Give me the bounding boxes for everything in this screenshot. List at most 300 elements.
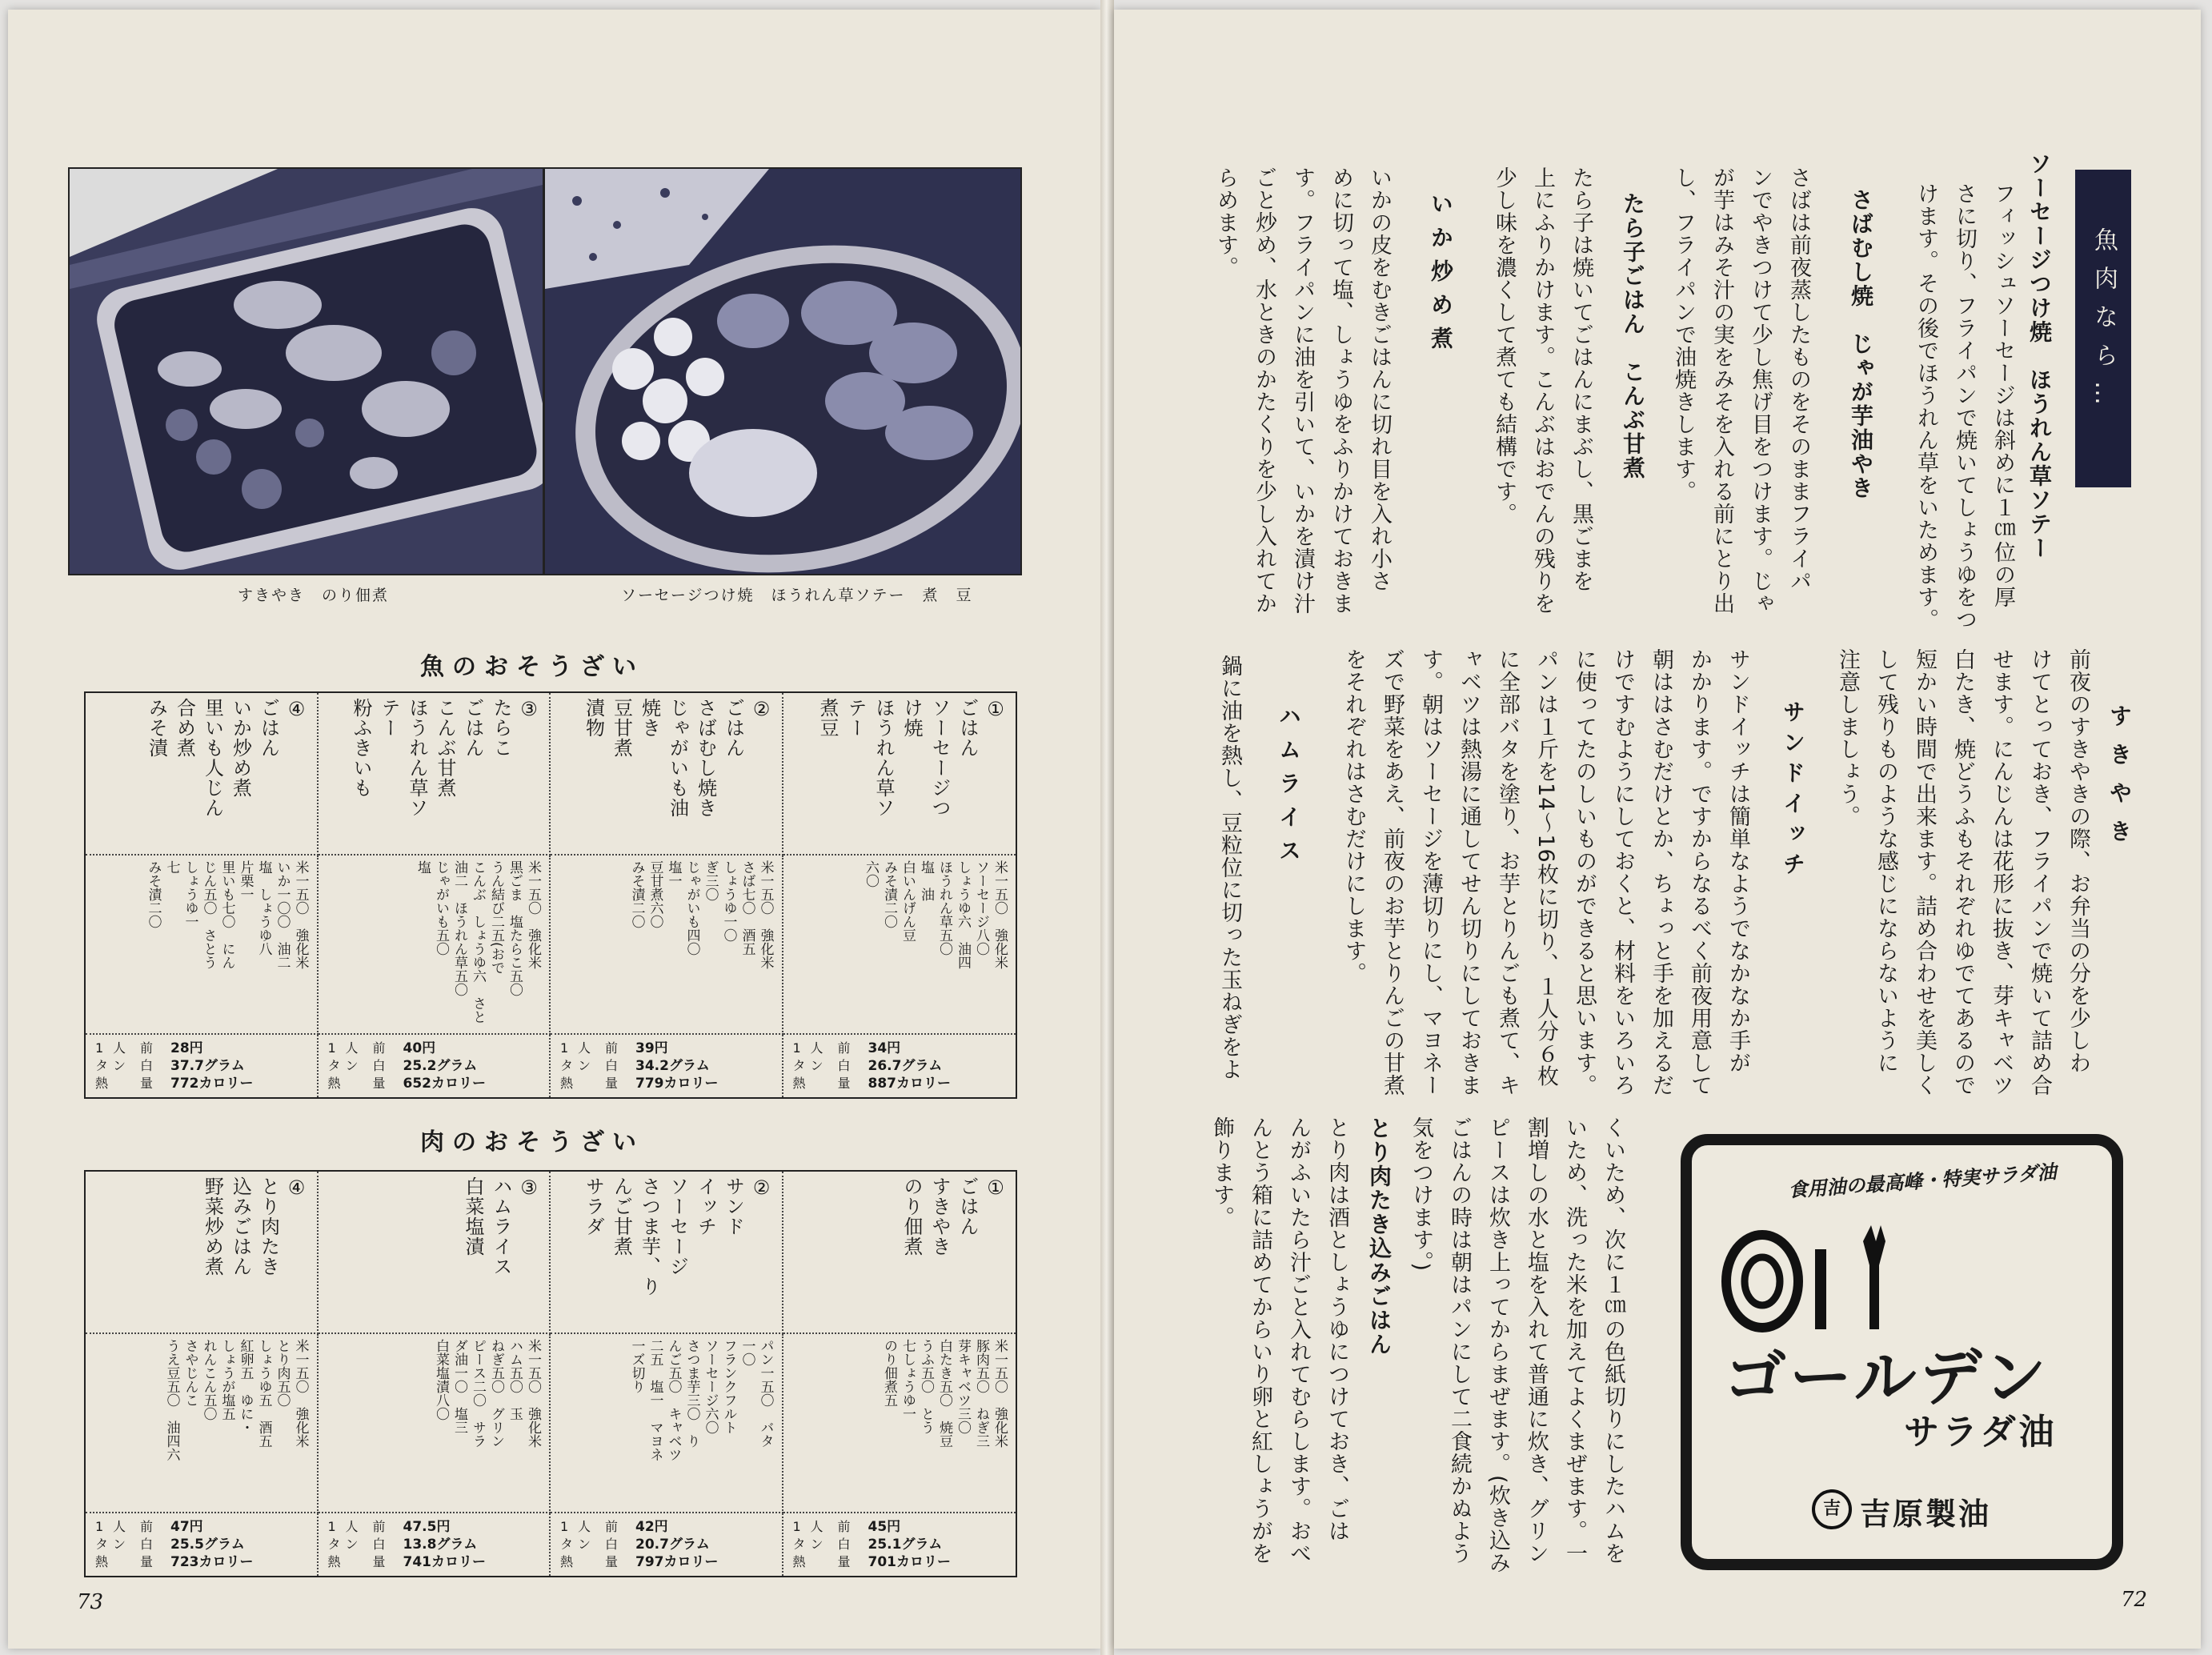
nutrition-label: 白 bbox=[605, 1537, 619, 1552]
ingredient-line: 黒ごま 塩たらこ五〇 bbox=[507, 860, 523, 996]
ingredient-line: じゃがいも五〇 bbox=[433, 860, 449, 956]
menu-dish: ほうれん草ソ bbox=[406, 698, 428, 818]
nutrition-label: 人 bbox=[113, 1040, 126, 1056]
menu-dish: いか炒め煮 bbox=[229, 698, 252, 798]
menu-number: ② bbox=[750, 1176, 773, 1200]
ingredients-cell bbox=[783, 856, 1016, 1035]
salad-oil-advertisement bbox=[1681, 1134, 2123, 1570]
nutrition-label: ン bbox=[345, 1537, 359, 1552]
nutrition-label: 熱 bbox=[327, 1076, 341, 1091]
nutrition-label bbox=[811, 1075, 833, 1092]
ingredient-line: 油二 ほうれん草五〇 bbox=[451, 860, 467, 996]
nutrition-label: 1 bbox=[560, 1040, 569, 1056]
menu-dish: 合め煮 bbox=[173, 698, 196, 758]
nutrition-label: 前 bbox=[605, 1040, 619, 1056]
nutrition-label: タ bbox=[95, 1537, 109, 1552]
body-line: さばは前夜蒸したものをそのままフライパ bbox=[1786, 166, 1811, 592]
nutrition-label: 熱 bbox=[560, 1076, 574, 1091]
body-line: 気をつけます。) bbox=[1409, 1116, 1433, 1272]
menu-dish: ソーセージつ bbox=[928, 698, 951, 818]
body-line: して残りものような感じにならないように bbox=[1873, 648, 1898, 1074]
body-tarako bbox=[1487, 166, 1598, 615]
body-line: 鍋に油を熱し、豆粒位に切った玉ねぎをよ bbox=[1217, 655, 1242, 1080]
nutrition-cell bbox=[783, 1035, 1016, 1097]
menu-number: ① bbox=[984, 698, 1007, 721]
body-line: 朝ははさむだけとか、ちょっと手を加えるだ bbox=[1649, 648, 1673, 1096]
nutrition-label: 前 bbox=[372, 1519, 386, 1534]
nutrition-label: 熱 bbox=[792, 1554, 806, 1569]
ingredient-line: うえ豆五〇 油四六 bbox=[163, 1339, 180, 1461]
nutrition-label: 量 bbox=[140, 1076, 154, 1091]
nutrition-label: 量 bbox=[837, 1076, 851, 1091]
nutrition-label: 白 bbox=[140, 1058, 154, 1073]
nutrition-label: 白 bbox=[372, 1058, 386, 1073]
ad-maker: 吉原製油 bbox=[1860, 1497, 1992, 1532]
nutrition-label bbox=[346, 1553, 368, 1571]
ingredient-line: ピース二〇 サラ bbox=[470, 1339, 486, 1448]
ingredient-line: 七 bbox=[163, 860, 180, 874]
menu-dish: イッチ bbox=[694, 1176, 717, 1236]
ingredient-line: 米一五〇 強化米 bbox=[992, 1339, 1008, 1448]
nutrition-label: ン bbox=[810, 1058, 823, 1073]
ingredient-line: 二五 塩一 マヨネ bbox=[647, 1339, 663, 1461]
nutrition-label: 1 bbox=[327, 1040, 336, 1056]
ingredient-line: しょうゆ一 bbox=[182, 860, 198, 928]
menu-cell bbox=[783, 1172, 1016, 1334]
nutrition-label: 熱 bbox=[327, 1554, 341, 1569]
ingredient-line: れんこん五〇 bbox=[200, 1339, 217, 1421]
menu-dish: こんぶ甘煮 bbox=[434, 698, 456, 798]
body-line: ャベツは熱湯に通してせん切りにしておきま bbox=[1457, 648, 1481, 1096]
ingredient-line: さやじんこ bbox=[182, 1339, 198, 1407]
heading-ika: いか炒め煮 bbox=[1428, 192, 1454, 360]
nutrition-label bbox=[113, 1553, 135, 1571]
menu-dish: テー bbox=[844, 698, 867, 738]
menu-dish: 粉ふきいも bbox=[350, 698, 372, 798]
body-line: さに切り、フライパンで焼いてしょうゆをつ bbox=[1952, 182, 1977, 631]
body-line: に全部バタを塗り、お芋とりんごも煮て、キ bbox=[1495, 648, 1520, 1096]
nutrition-label: 白 bbox=[605, 1058, 619, 1073]
nutrition-label: 1 bbox=[327, 1519, 336, 1534]
side-label-text: 魚肉なら… bbox=[2090, 227, 2118, 419]
nutrition-value: 887カロリー bbox=[868, 1076, 951, 1092]
menu-dish: ごはん bbox=[956, 1176, 979, 1236]
nutrition-value: 47円 bbox=[170, 1519, 203, 1535]
ingredients-cell bbox=[551, 856, 783, 1035]
nutrition-label: 量 bbox=[837, 1554, 851, 1569]
body-ika bbox=[1208, 166, 1397, 615]
body-line: 割増しの水と塩を入れて普通に炊き、グリン bbox=[1524, 1116, 1549, 1565]
menu-dish: さつま芋、り bbox=[638, 1176, 661, 1296]
ingredient-line: 塩 油 bbox=[918, 860, 934, 901]
nutrition-label: 前 bbox=[140, 1519, 154, 1534]
nutrition-label: 前 bbox=[837, 1040, 851, 1056]
ingredient-line: しょうゆ六 油四 bbox=[955, 860, 971, 969]
body-line: フィッシュソーセージは斜めに１㎝位の厚 bbox=[1990, 182, 2015, 608]
photo-caption-right: ソーセージつけ焼 ほうれん草ソテー 煮 豆 bbox=[621, 587, 973, 604]
ad-product: サラダ油 bbox=[1904, 1412, 2058, 1453]
ingredient-line: パン一五〇 バタ bbox=[757, 1339, 774, 1448]
nutrition-label: 量 bbox=[372, 1554, 386, 1569]
ingredient-line: ぎ三〇 bbox=[702, 860, 719, 901]
heading-sukiyaki: すきやき bbox=[2106, 704, 2133, 858]
menu-dish: じゃがいも油 bbox=[666, 698, 689, 818]
ingredient-line: しょうが塩五 bbox=[218, 1339, 235, 1421]
nutrition-value: 797カロリー bbox=[635, 1554, 719, 1570]
menu-cell bbox=[86, 1172, 319, 1334]
nutrition-value: 34.2グラム bbox=[635, 1058, 710, 1074]
ingredients-cell bbox=[783, 1334, 1016, 1513]
ingredient-line: 里いも七〇 にん bbox=[218, 860, 235, 969]
ingredient-line: 塩 bbox=[415, 860, 431, 874]
ingredient-line: 塩 しょうゆ八 bbox=[255, 860, 272, 956]
ingredient-line: ハム五〇 玉 bbox=[507, 1339, 523, 1421]
heading-ham-rice: ハムライス bbox=[1276, 704, 1302, 872]
body-line: いかの皮をむきごはんに切れ目を入れ小さ bbox=[1367, 166, 1392, 592]
nutrition-cell bbox=[551, 1513, 783, 1576]
nutrition-cell bbox=[86, 1035, 319, 1097]
ingredients-cell bbox=[86, 1334, 319, 1513]
nutrition-value: 37.7グラム bbox=[170, 1058, 245, 1074]
nutrition-label: 人 bbox=[578, 1040, 591, 1056]
nutrition-value: 741カロリー bbox=[403, 1554, 486, 1570]
body-line: す。フライパンに油を引いて、いかを漬け汁 bbox=[1290, 166, 1315, 615]
nutrition-value: 40円 bbox=[403, 1040, 436, 1056]
nutrition-label: 熱 bbox=[792, 1076, 806, 1091]
menu-cell bbox=[783, 693, 1016, 856]
menu-dish: 煮豆 bbox=[816, 698, 839, 738]
menu-number: ③ bbox=[518, 698, 540, 721]
nutrition-label: 量 bbox=[372, 1076, 386, 1091]
ingredient-line: 七しょうゆ一 bbox=[900, 1339, 916, 1421]
ingredient-line: 米一五〇 強化米 bbox=[292, 1339, 309, 1448]
page-gutter bbox=[1100, 0, 1114, 1655]
body-line: に使ってたのしいものができると思います。 bbox=[1572, 648, 1597, 1096]
body-sandwich bbox=[1336, 648, 1755, 1096]
nutrition-label: 人 bbox=[810, 1519, 823, 1534]
ingredient-line: 白菜塩漬八〇 bbox=[433, 1339, 449, 1421]
ingredient-line: 米一五〇 強化米 bbox=[992, 860, 1008, 969]
menu-dish: 豆甘煮 bbox=[610, 698, 633, 758]
page-number-left: 73 bbox=[77, 1590, 104, 1614]
ingredient-line: しょうゆ五 酒五 bbox=[255, 1339, 272, 1448]
nutrition-value: 45円 bbox=[868, 1519, 901, 1535]
menu-number: ② bbox=[750, 698, 773, 721]
body-line: 上にふりかけます。こんぶはおでんの残りを bbox=[1530, 166, 1555, 615]
ingredient-line: 白たき五〇 焼豆 bbox=[936, 1339, 952, 1448]
nutrition-label: 熱 bbox=[95, 1554, 109, 1569]
ingredient-line: みそ漬二〇 bbox=[628, 860, 645, 928]
menu-number: ④ bbox=[285, 698, 308, 721]
body-line: 白たき、焼どうふもそれぞれゆでてあるので bbox=[1950, 648, 1975, 1096]
ingredient-line: ソーセージ六〇 bbox=[702, 1339, 719, 1434]
ingredient-line: こんぶ しょうゆ六 さと bbox=[470, 860, 486, 1024]
ingredients-cell bbox=[86, 856, 319, 1035]
body-line: くいため、次に１㎝の色紙切りにしたハムを bbox=[1601, 1116, 1625, 1565]
body-line: んとう箱に詰めてからいり卵と紅しょうがを bbox=[1248, 1116, 1272, 1565]
ingredient-line: 米一五〇 強化米 bbox=[292, 860, 309, 969]
nutrition-label: ン bbox=[113, 1058, 126, 1073]
ingredient-line: うん結び二五(おで bbox=[488, 860, 504, 975]
nutrition-cell bbox=[319, 1513, 551, 1576]
nutrition-label: ン bbox=[113, 1537, 126, 1552]
plate-fork-knife-icon bbox=[1714, 1217, 1906, 1337]
ingredient-line: うふ五〇 とう bbox=[918, 1339, 934, 1434]
nutrition-label: 前 bbox=[605, 1519, 619, 1534]
nutrition-value: 34円 bbox=[868, 1040, 901, 1056]
menu-dish: 漬物 bbox=[582, 698, 605, 738]
ingredient-line: 六〇 bbox=[863, 860, 879, 888]
menu-cell bbox=[551, 693, 783, 856]
ingredients-cell bbox=[319, 856, 551, 1035]
menu-dish: ハムライス bbox=[490, 1176, 512, 1276]
ingredient-line: しょうゆ一〇 bbox=[720, 860, 737, 942]
menu-dish: たらこ bbox=[490, 698, 512, 758]
ingredient-line: 紅卵五 ゆに・ bbox=[237, 1339, 254, 1434]
body-line: いため、洗った米を加えてよくまぜます。一 bbox=[1562, 1116, 1587, 1565]
section-side-label bbox=[2075, 170, 2131, 487]
menu-dish: ごはん bbox=[722, 698, 745, 758]
body-line: が芋はみそ汁の実をみそを入れる前にとり出 bbox=[1709, 166, 1734, 615]
menu-dish: ソーセージ bbox=[666, 1176, 689, 1276]
heading-sausage: ソーセージつけ焼 ほうれん草ソテー bbox=[2026, 152, 2053, 560]
heading-tarako: たら子ごはん こんぶ甘煮 bbox=[1620, 192, 1646, 480]
nutrition-label: 人 bbox=[113, 1519, 126, 1534]
nutrition-label: 1 bbox=[95, 1519, 104, 1534]
nutrition-label: タ bbox=[327, 1537, 341, 1552]
menu-number: ① bbox=[984, 1176, 1007, 1200]
nutrition-value: 28円 bbox=[170, 1040, 203, 1056]
body-line: ごはんの時は朝はパンにして二食続かぬよう bbox=[1447, 1116, 1472, 1565]
nutrition-value: 25.1グラム bbox=[868, 1537, 943, 1553]
menu-dish: とり肉たき bbox=[257, 1176, 280, 1276]
ingredient-line: 米一五〇 強化米 bbox=[525, 860, 541, 969]
menu-dish: のり佃煮 bbox=[900, 1176, 923, 1256]
body-sausage bbox=[1909, 182, 2020, 631]
nutrition-value: 13.8グラム bbox=[403, 1537, 478, 1553]
ingredient-line: のり佃煮五 bbox=[881, 1339, 897, 1407]
nutrition-label: 前 bbox=[837, 1519, 851, 1534]
nutrition-label: 量 bbox=[605, 1076, 619, 1091]
nutrition-label: 人 bbox=[345, 1040, 359, 1056]
ingredient-line: ソーセージ八〇 bbox=[973, 860, 989, 956]
nutrition-cell bbox=[783, 1513, 1016, 1576]
heading-tori-takikomi: とり肉たき込みごはん bbox=[1366, 1116, 1393, 1356]
body-line: 短かい時間で出来ます。詰め合わせを美しく bbox=[1912, 648, 1937, 1096]
menu-dish: サラダ bbox=[582, 1176, 605, 1236]
body-line: けてとっておき、フライパンで焼いて詰め合 bbox=[2027, 648, 2052, 1096]
ingredient-line: さつま芋三〇 り bbox=[683, 1339, 700, 1448]
ingredient-line: みそ漬二〇 bbox=[145, 860, 162, 928]
menu-dish: んご甘煮 bbox=[610, 1176, 633, 1256]
body-line: せます。にんじんは花形に抜き、芽キャベツ bbox=[1989, 648, 2014, 1096]
ingredient-line: 塩一 bbox=[665, 860, 682, 888]
nutrition-label: 白 bbox=[837, 1537, 851, 1552]
nutrition-label: 人 bbox=[578, 1519, 591, 1534]
nutrition-label bbox=[578, 1075, 600, 1092]
body-line: けます。その後でほうれん草をいためます。 bbox=[1913, 182, 1938, 631]
sukiyaki-bento-image bbox=[70, 169, 543, 574]
ingredient-line: んご五〇 キャベツ bbox=[665, 1339, 682, 1461]
ingredients-cell bbox=[319, 1334, 551, 1513]
ingredient-line: ほうれん草五〇 bbox=[936, 860, 952, 956]
ingredient-line: 豆甘煮六〇 bbox=[647, 860, 663, 928]
ingredient-line: ねぎ五〇 グリン bbox=[488, 1339, 504, 1448]
menu-number: ④ bbox=[285, 1176, 308, 1200]
menu-dish: すきやき bbox=[928, 1176, 951, 1256]
body-line: かかります。ですからなるべく前夜用意して bbox=[1687, 648, 1712, 1096]
body-line: 少し味を濃くして煮ても結構です。 bbox=[1492, 166, 1517, 525]
nutrition-label bbox=[578, 1553, 600, 1571]
menu-dish: 白菜塩漬 bbox=[462, 1176, 484, 1256]
ingredient-line: 片栗一 bbox=[237, 860, 254, 901]
fish-section-title: 魚のおそうざい bbox=[420, 653, 644, 681]
ingredient-line: 一ズ切り bbox=[628, 1339, 645, 1393]
ingredient-line: フランクフルト bbox=[720, 1339, 737, 1434]
menu-dish: 里いも人じん bbox=[201, 698, 224, 818]
ingredients-cell bbox=[551, 1334, 783, 1513]
ingredient-line: 豚肉五〇 ねぎ三 bbox=[973, 1339, 989, 1448]
nutrition-label: ン bbox=[578, 1058, 591, 1073]
nutrition-value: 701カロリー bbox=[868, 1554, 951, 1570]
nutrition-cell bbox=[319, 1035, 551, 1097]
menu-cell bbox=[86, 693, 319, 856]
heading-sandwich: サンドイッチ bbox=[1780, 700, 1806, 883]
menu-dish: サンド bbox=[722, 1176, 745, 1236]
body-line: をそれぞれはさむだけにします。 bbox=[1341, 648, 1366, 984]
page-number-right: 72 bbox=[2121, 1588, 2148, 1612]
nutrition-label: 白 bbox=[372, 1537, 386, 1552]
menu-dish: みそ漬 bbox=[145, 698, 168, 758]
body-line: サンドイッチは簡単なようでなかなか手が bbox=[1725, 648, 1750, 1074]
body-line: らめます。 bbox=[1213, 166, 1238, 279]
nutrition-value: 20.7グラム bbox=[635, 1537, 710, 1553]
nutrition-cell bbox=[551, 1035, 783, 1097]
nutrition-label: タ bbox=[327, 1058, 341, 1073]
body-line: んがふいたら汁ごと入れてむらします。おべ bbox=[1286, 1116, 1311, 1565]
meat-section-title: 肉のおそうざい bbox=[420, 1128, 644, 1156]
nutrition-label: 1 bbox=[792, 1519, 801, 1534]
photo-sukiyaki-bento bbox=[68, 167, 544, 575]
ingredient-line: 米一五〇 強化米 bbox=[757, 860, 774, 969]
ingredient-line: 芽キャベツ三〇 bbox=[955, 1339, 971, 1434]
nutrition-label: タ bbox=[560, 1058, 574, 1073]
nutrition-label: 前 bbox=[372, 1040, 386, 1056]
nutrition-value: 39円 bbox=[635, 1040, 668, 1056]
heading-saba: さばむし焼 じゃが芋油やき bbox=[1848, 188, 1874, 500]
nutrition-value: 723カロリー bbox=[170, 1554, 254, 1570]
nutrition-label: 白 bbox=[837, 1058, 851, 1073]
body-line: けですむようにしておくと、材料をいろいろ bbox=[1610, 648, 1635, 1096]
menu-number: ③ bbox=[518, 1176, 540, 1200]
menu-dish: ごはん bbox=[462, 698, 484, 758]
menu-dish: け焼 bbox=[900, 698, 923, 738]
body-line: ズで野菜をあえ、前夜のお芋とりんごの甘煮 bbox=[1380, 648, 1405, 1096]
nutrition-cell bbox=[86, 1513, 319, 1576]
left-page bbox=[8, 10, 1100, 1649]
body-line: す。朝はソーセージを薄切りにし、マヨネー bbox=[1418, 648, 1443, 1096]
body-line: 飾ります。 bbox=[1209, 1116, 1234, 1228]
ad-tagline: 食用油の最高峰・特実サラダ油 bbox=[1787, 1160, 2058, 1202]
nutrition-value: 779カロリー bbox=[635, 1076, 719, 1092]
nutrition-value: 25.2グラム bbox=[403, 1058, 478, 1074]
nutrition-label: 熱 bbox=[95, 1076, 109, 1091]
nutrition-label: 前 bbox=[140, 1040, 154, 1056]
body-line: とり肉は酒としょうゆにつけておき、ごは bbox=[1324, 1116, 1349, 1542]
menu-dish: ごはん bbox=[257, 698, 280, 758]
nutrition-label: 量 bbox=[140, 1554, 154, 1569]
nutrition-value: 652カロリー bbox=[403, 1076, 486, 1092]
menu-cell bbox=[551, 1172, 783, 1334]
ingredient-line: みそ漬二〇 bbox=[881, 860, 897, 928]
maker-logo: 吉 bbox=[1812, 1489, 1852, 1529]
body-line: ごと炒め、水ときのかたくりを少し入れてか bbox=[1252, 166, 1276, 615]
nutrition-label: タ bbox=[95, 1058, 109, 1073]
fish-menu-table bbox=[84, 691, 1017, 1099]
sausage-bento-image bbox=[545, 169, 1020, 574]
nutrition-label bbox=[113, 1075, 135, 1092]
nutrition-value: 42円 bbox=[635, 1519, 668, 1535]
nutrition-value: 25.5グラム bbox=[170, 1537, 245, 1553]
nutrition-value: 47.5円 bbox=[403, 1519, 451, 1535]
ingredient-line: いか一〇〇 油二 bbox=[274, 860, 291, 969]
ad-brand: ゴールデン bbox=[1724, 1342, 2050, 1414]
menu-dish: テー bbox=[378, 698, 400, 738]
body-line: し、フライパンで油焼きします。 bbox=[1671, 166, 1696, 503]
nutrition-label: 1 bbox=[95, 1040, 104, 1056]
body-saba bbox=[1666, 166, 1816, 615]
meat-menu-table bbox=[84, 1170, 1017, 1577]
nutrition-label: ン bbox=[345, 1058, 359, 1073]
menu-dish: ほうれん草ソ bbox=[872, 698, 895, 818]
ingredient-line: じん五〇 さとう bbox=[200, 860, 217, 969]
nutrition-label: ン bbox=[578, 1537, 591, 1552]
photo-caption-left: すきやき のり佃煮 bbox=[238, 587, 390, 604]
nutrition-label: タ bbox=[792, 1537, 806, 1552]
body-ham-rice bbox=[1212, 655, 1247, 1080]
menu-dish: 野菜炒め煮 bbox=[201, 1176, 224, 1276]
body-line: 注意しましょう。 bbox=[1835, 648, 1860, 828]
nutrition-label: ン bbox=[810, 1537, 823, 1552]
body-line: パンは１斤を14〜16枚に切り、１人分６枚 bbox=[1533, 648, 1558, 1088]
ingredient-line: 白いんげん豆 bbox=[900, 860, 916, 942]
body-line: たら子は焼いてごはんにまぶし、黒ごまを bbox=[1569, 166, 1593, 592]
ingredient-line: さば七〇 酒五 bbox=[739, 860, 755, 956]
nutrition-label: 量 bbox=[605, 1554, 619, 1569]
nutrition-label: 白 bbox=[140, 1537, 154, 1552]
ingredient-line: とり肉五〇 bbox=[274, 1339, 291, 1407]
photo-sausage-bento bbox=[543, 167, 1022, 575]
body-line: めに切って塩、しょうゆをふりかけておきま bbox=[1328, 166, 1353, 615]
nutrition-label: 1 bbox=[792, 1040, 801, 1056]
menu-dish: 込みごはん bbox=[229, 1176, 252, 1276]
menu-cell bbox=[319, 1172, 551, 1334]
body-sukiyaki bbox=[1830, 648, 2095, 1096]
body-line: ピースは炊き上ってからまぜます。(炊き込み bbox=[1485, 1116, 1510, 1574]
body-ham-rice-cont bbox=[1204, 1116, 1630, 1613]
menu-dish: ごはん bbox=[956, 698, 979, 758]
nutrition-label: 1 bbox=[560, 1519, 569, 1534]
nutrition-value: 772カロリー bbox=[170, 1076, 254, 1092]
nutrition-label: タ bbox=[560, 1537, 574, 1552]
menu-cell bbox=[319, 693, 551, 856]
nutrition-value: 26.7グラム bbox=[868, 1058, 943, 1074]
nutrition-label: タ bbox=[792, 1058, 806, 1073]
body-line: 前夜のすきやきの際、お弁当の分を少しわ bbox=[2066, 648, 2090, 1074]
ingredient-line: 米一五〇 強化米 bbox=[525, 1339, 541, 1448]
nutrition-label: 人 bbox=[345, 1519, 359, 1534]
ingredient-line: じゃがいも四〇 bbox=[683, 860, 700, 956]
